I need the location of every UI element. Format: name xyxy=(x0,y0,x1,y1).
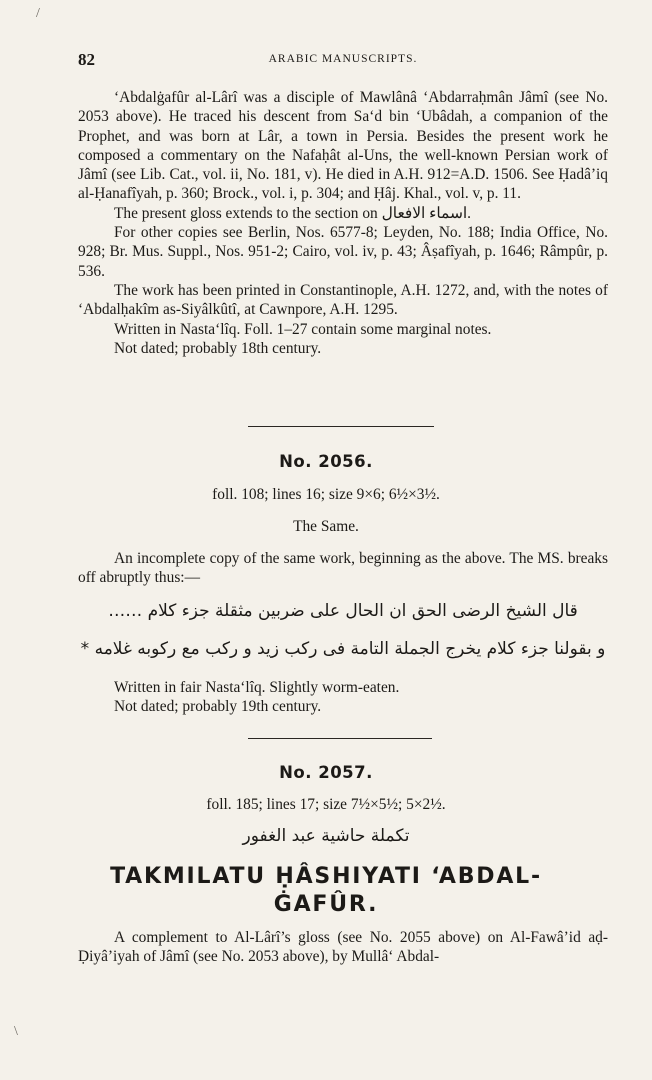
entry-2057-description: A complement to Al-Lârî’s gloss (see No. 2055 above) on Al-Fawâ’id aḍ-Ḍiyâ’iyah of Jâmî (see No. 2053 above), by Mullâ‘ Abdal- xyxy=(78,929,608,966)
entry-2056-body xyxy=(78,549,608,588)
section-divider xyxy=(248,426,434,427)
entry-2057-collation: foll. 185; lines 17; size 7½×5½; 5×2½. xyxy=(206,796,446,813)
entry-2057-body xyxy=(78,928,608,967)
entry-2056-notes xyxy=(78,678,608,717)
entry-2056-collation: foll. 108; lines 16; size 9×6; 6½×3½. xyxy=(212,486,440,503)
entry-2057-title-line-2: ĠAFÛR. xyxy=(273,892,379,917)
entry-2056-date-note: Not dated; probably 19th century. xyxy=(114,698,322,716)
scan-speck: \ xyxy=(14,1024,18,1039)
entry-2056-description: An incomplete copy of the same work, beginning as the above. The MS. breaks off abruptly thus:— xyxy=(78,550,608,587)
page-number: 82 xyxy=(78,50,95,69)
entry-2057-arabic-title: تكملة حاشية عبد الغفور xyxy=(242,826,410,846)
running-title: ARABIC MANUSCRIPTS. xyxy=(268,53,418,65)
entry-2056-number: No. 2056. xyxy=(279,452,373,471)
entry-2055-continued xyxy=(78,88,608,358)
section-divider xyxy=(248,738,432,739)
entry-2056-script-note: Written in fair Nasta‘lîq. Slightly worm-eaten. xyxy=(114,679,400,696)
printed-editions-paragraph: The work has been printed in Constantinople, A.H. 1272, and, with the notes of ‘Abdalḥakîm as-Siyâlkûtî, at Cawnpore, A.H. 1295. xyxy=(78,281,608,319)
arabic-excerpt-line-2: و بقولنا جزء كلام يخرج الجملة التامة فى ركب زيد و ركب مع ركوبه غلامه * xyxy=(80,639,606,659)
date-note: Not dated; probably 18th century. xyxy=(114,339,322,357)
script-note: Written in Nasta‘lîq. Foll. 1–27 contain some marginal notes. xyxy=(114,320,492,338)
scan-speck: / xyxy=(36,6,40,21)
biography-paragraph: ‘Abdalġafûr al-Lârî was a disciple of Mawlânâ ‘Abdarraḥmân Jâmî (see No. 2053 above). He traced his descent from Sa‘d bin ‘Ubâdah, a companion of the Prophet, and was born at Lâr, a town in Persia. Besides the present work he composed a commentary on the Nafaḥât al-Uns, the well-known Persian work of Jâmî (see Lib. Cat., vol. ii, No. 181, v). He died in A.H. 912=A.D. 1506. See Ḥadâ’iq al-Ḥanafîyah, p. 360; Brock., vol. i, p. 304; and Ḥâj. Khal., vol. v, p. 11. xyxy=(78,89,608,203)
gloss-extent-paragraph: The present gloss extends to the section on اسماء الافعال. xyxy=(114,204,471,222)
entry-2057-number: No. 2057. xyxy=(279,763,373,782)
page-header xyxy=(78,50,608,72)
entry-2056-title: The Same. xyxy=(293,518,359,535)
other-copies-paragraph: For other copies see Berlin, Nos. 6577-8; Leyden, No. 188; India Office, No. 928; Br. Mus. Suppl., Nos. 951-2; Cairo, vol. iv, p. 43; Âṣafîyah, p. 1646; Râmpûr, p. 536. xyxy=(78,224,608,280)
arabic-excerpt-line-1: قال الشيخ الرضى الحق ان الحال على ضربين مثقلة جزء كلام …… xyxy=(108,601,578,621)
entry-2057-title-line-1: TAKMILATU ḤÂSHIYATI ‘ABDAL- xyxy=(110,864,542,889)
